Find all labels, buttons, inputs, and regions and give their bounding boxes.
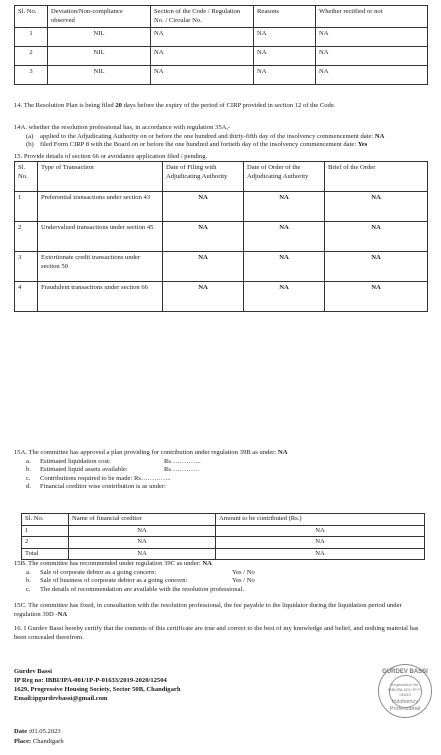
table-cell: NA (325, 222, 428, 252)
list-text: applied to the Adjudicating Authority on or before the one hundred and thirty-fifth day of the insolvency commencement date: (40, 132, 375, 140)
table-header-cell: Deviation/Non-compliance observed (48, 6, 151, 28)
table-cell: 2 (15, 222, 38, 252)
table-cell: NA (316, 47, 428, 66)
table-cell: 4 (15, 282, 38, 312)
paragraph-text: 14. The Resolution Plan is being filed (14, 102, 116, 109)
list-item: c. The details of recommendation are available with the resolution professional. (26, 585, 244, 593)
table-cell: NIL (48, 28, 151, 47)
creditor-contribution-table (21, 513, 425, 560)
table-cell: NA (325, 252, 428, 282)
table-cell: NA (163, 282, 244, 312)
table-row (22, 548, 425, 560)
list-item: a. Estimated liquidation cost: Rs………….. (26, 457, 201, 465)
table-header-cell: Section of the Code / Regulation No. / Circular No. (151, 6, 254, 28)
table-header-cell: Whether rectified or not (316, 6, 428, 28)
table-cell: NA (325, 192, 428, 222)
table-row (15, 252, 428, 282)
paragraph-text: 15A. The committee has approved a plan providing for contribution under regulation 39B as under: NA (14, 449, 288, 456)
table-cell: NA (325, 282, 428, 312)
table-header-row (15, 6, 428, 28)
table-header-row (15, 162, 428, 192)
table-cell: NA (163, 192, 244, 222)
table-cell: 1 (15, 192, 38, 222)
table-row (15, 282, 428, 312)
table-header-cell: Amount to be contributed (Rs.) (216, 514, 425, 526)
table-cell: NA (316, 66, 428, 85)
table-header-cell: Sl. No. (15, 162, 38, 192)
table-cell: 2 (15, 47, 48, 66)
paragraph-14 (14, 102, 428, 111)
seal-text: Registration No. IBBI/IPA-001/ IP-P-01633 (387, 682, 423, 697)
table-cell: 2 (22, 537, 69, 549)
list-item: c. Contributions required to be made: Rs………….. (26, 474, 171, 482)
table-cell: Fraudulent transactions under section 66 (38, 282, 163, 312)
table-cell: NA (216, 525, 425, 537)
table-header-cell: Sl. No. (22, 514, 69, 526)
list-label: (b) (26, 141, 34, 149)
table-header-cell: Type of Transaction (38, 162, 163, 192)
table-row (15, 192, 428, 222)
table-cell: 3 (15, 66, 48, 85)
table-cell: NA (244, 192, 325, 222)
table-cell: Total (22, 548, 69, 560)
paragraph-15a (14, 449, 428, 492)
place-label: Place (14, 738, 30, 745)
date-line: Date :01.05.2023 (14, 728, 61, 735)
list-text: filed Form CIRP 8 with the Board on or before the one hundred and fortieth day of the insolvency commencement date: (40, 141, 358, 149)
table-header-cell: Date of Filing with Adjudicating Authority (163, 162, 244, 192)
table-row (15, 28, 428, 47)
date-label: Date (14, 728, 28, 735)
list-item: a. Sale of corporate debtor as a going concern: Yes / No (26, 568, 255, 576)
table-cell: NA (163, 222, 244, 252)
place-line: Place: Chandigarh (14, 738, 64, 745)
table-header-cell: Date of Order of the Adjudicating Authority (244, 162, 325, 192)
list-item: d. Financial creditor wise contribution is as under: (26, 483, 166, 491)
signatory-ip-reg: IP Reg no: IBBI/IPA-001/1P-P-01633/2019-2020/12504 (14, 677, 167, 684)
table-row (15, 222, 428, 252)
table-cell: 1 (22, 525, 69, 537)
table-cell: NA (254, 28, 316, 47)
list-item: b. Sale of business of corporate debtor as a going concern: Yes / No (26, 577, 255, 585)
paragraph-16: 16. I Gurdev Bassi hereby certify that the contents of this certificate are true and correct to the best of my knowledge and belief, and nothing material has been concealed therefrom. (14, 625, 419, 641)
seal-text: GURDEV BASSI (382, 669, 428, 675)
paragraph-14a (14, 124, 428, 150)
table-cell: NA (163, 252, 244, 282)
table-cell: NA (151, 66, 254, 85)
table-row (15, 66, 428, 85)
table-cell: NA (244, 252, 325, 282)
table-cell: NA (69, 537, 216, 549)
signatory-address: 1629, Progressive Housing Society, Sector 50B, Chandigarh (14, 686, 181, 693)
table-cell: NA (216, 548, 425, 560)
list-label: (a) (26, 132, 34, 140)
paragraph-text: 15B. The committee has recommended under regulation 39C as under: NA (14, 560, 212, 567)
place-value: Chandigarh (32, 738, 64, 745)
list-value: Yes (357, 141, 368, 149)
table-header-cell: Brief of the Order (325, 162, 428, 192)
table-cell: NA (151, 28, 254, 47)
seal-text: Insolvency Professional (389, 698, 421, 712)
deviation-table (14, 5, 428, 85)
list-item: b. Estimated liquid assets available: Rs…………. (26, 466, 199, 474)
paragraph-15: 15. Provide details of section 66 or avoidance application filed / pending. (14, 153, 208, 160)
list-item (14, 141, 428, 150)
table-cell: NA (216, 537, 425, 549)
table-row (15, 47, 428, 66)
table-cell: NIL (48, 66, 151, 85)
table-cell: Extortionate credit transactions under section 50 (38, 252, 163, 282)
table-cell: Undervalued transactions under section 45 (38, 222, 163, 252)
avoidance-table (14, 161, 428, 312)
professional-seal-stamp (378, 664, 432, 718)
table-cell: NIL (48, 47, 151, 66)
table-row (22, 537, 425, 549)
list-item (14, 133, 428, 142)
table-header-row (22, 514, 425, 526)
table-cell: NA (69, 548, 216, 560)
list-value: NA (374, 132, 385, 140)
table-cell: NA (254, 47, 316, 66)
signatory-name: Gurdev Bassi (14, 668, 52, 675)
table-header-cell: Sl. No. (15, 6, 48, 28)
table-header-cell: Reasons (254, 6, 316, 28)
table-cell: NA (69, 525, 216, 537)
table-cell: NA (244, 282, 325, 312)
paragraph-15b (14, 560, 428, 594)
table-header-cell: Name of financial creditor (69, 514, 216, 526)
table-row (22, 525, 425, 537)
paragraph-15c: 15C. The committee has fixed, in consultation with the resolution professional, the fee payable to the liquidator during the liquidation period under regulation 39D -NA (14, 602, 402, 618)
table-cell: NA (244, 222, 325, 252)
date-value: 01.05.2023 (31, 728, 61, 735)
days-value: 20 (115, 102, 122, 109)
table-cell: 1 (15, 28, 48, 47)
paragraph-text: 14A. whether the resolution professional has, in accordance with regulation 35A,- (14, 124, 231, 131)
table-cell: NA (151, 47, 254, 66)
paragraph-text: days before the expiry of the period of CIRP provided in section 12 of the Code. (121, 102, 336, 109)
table-cell: NA (254, 66, 316, 85)
table-cell: NA (316, 28, 428, 47)
table-cell: 3 (15, 252, 38, 282)
table-cell: Preferential transactions under section 43 (38, 192, 163, 222)
signatory-email: Email:ipgurdevbassi@gmail.com (14, 695, 108, 702)
